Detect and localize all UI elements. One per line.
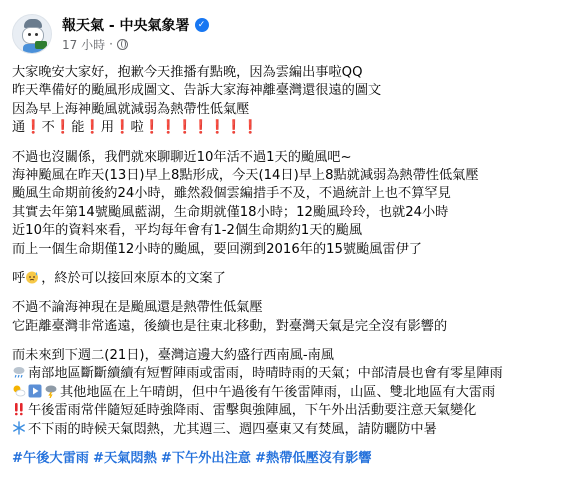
text-char: 不 <box>41 120 55 136</box>
forecast-item <box>12 365 554 383</box>
exclamation-icon: ❗ <box>84 120 101 136</box>
paragraph-1 <box>12 64 554 138</box>
text-segment: ，終於可以接回來原本的文案了 <box>41 270 226 286</box>
text-line: 其實去年第14號颱風藍湖，生命期就僅18小時；12颱風玲玲，也就24小時 <box>12 204 449 220</box>
post-header <box>12 10 564 58</box>
sweat-emoji-icon <box>25 270 39 284</box>
public-globe-icon <box>117 39 128 50</box>
paragraph-4 <box>12 299 554 336</box>
forecast-item <box>12 402 554 420</box>
forecast-item <box>12 384 554 402</box>
post-meta <box>62 15 209 53</box>
paragraph-2 <box>12 149 554 259</box>
text-char: 通 <box>12 120 26 136</box>
forecast-text: 其他地區在上午晴朗，但中午過後有午後雷陣雨，山區、雙北地區有大雷雨 <box>60 384 496 400</box>
text-line: 而未來到下週二(21日)，臺灣這邊大約盛行西南風-南風 <box>12 348 334 364</box>
exclamation-icon: ❗ <box>209 120 226 136</box>
rain-cloud-icon <box>12 365 26 379</box>
paragraph-3 <box>12 270 554 288</box>
text-line: 不過不論海神現在是颱風還是熱帶性低氣壓 <box>12 300 263 316</box>
hashtag-list <box>12 450 554 468</box>
hashtag-link[interactable]: #下午外出注意 <box>160 451 251 467</box>
hashtag-link[interactable]: #午後大雷雨 <box>12 451 89 467</box>
post-time[interactable]: 17 小時 <box>62 37 106 52</box>
forecast-text: 午後雷雨常伴隨短延時強降雨、雷擊與強陣風，下午外出活動要注意天氣變化 <box>28 403 477 419</box>
hashtag-link[interactable]: #天氣悶熱 <box>93 451 157 467</box>
warning-icon <box>12 402 26 416</box>
text-line: 因為早上海神颱風就減弱為熱帶性低氣壓 <box>12 101 250 117</box>
exclamation-icon: ❗ <box>143 120 161 136</box>
exclamation-icon: ❗ <box>25 120 42 136</box>
exclamation-icon: ❗ <box>242 120 259 136</box>
text-char: 用 <box>100 120 115 136</box>
forecast-text: 不下雨的時候天氣悶熱，尤其週三、週四臺東又有焚風，請防曬防中暑 <box>28 421 437 437</box>
forecast-item <box>12 421 554 439</box>
text-line: 而上一個生命期僅12小時的颱風，要回溯到2016年的15號颱風雷伊了 <box>12 241 422 257</box>
exclamation-line <box>12 119 554 137</box>
snowflake-icon <box>12 421 26 435</box>
separator-dot: · <box>109 37 113 51</box>
avatar[interactable] <box>12 14 52 54</box>
text-line: 颱風生命期前後約24小時，雖然殺個雲編措手不及，不過統計上也不算罕見 <box>12 186 451 202</box>
paragraph-5 <box>12 347 554 439</box>
verified-badge-icon: ✓ <box>195 18 209 32</box>
text-line: 它距離臺灣非常遙遠，後續也是往東北移動，對臺灣天氣是完全沒有影響的 <box>12 318 448 334</box>
hashtag-link[interactable]: #熱帶低壓沒有影響 <box>255 451 372 467</box>
text-line: 海神颱風在昨天(13日)早上8點形成，今天(14日)早上8點就減弱為熱帶性低氣壓 <box>12 167 479 183</box>
post-content <box>12 64 564 468</box>
exclamation-icon: ❗ <box>192 120 210 136</box>
text-char: 啦 <box>130 120 144 136</box>
text-char: 能 <box>71 120 85 136</box>
exclamation-icon: ❗ <box>160 120 177 136</box>
play-icon <box>28 384 42 398</box>
text-line: 昨天準備好的颱風形成圖文、告訴大家海神離臺灣還很遠的圖文 <box>12 83 382 99</box>
page-name[interactable]: 報天氣 - 中央氣象署 <box>62 18 190 34</box>
text-line: 不過也沒關係，我們就來聊聊近10年活不過1天的颱風吧~ <box>12 149 352 165</box>
text-line: 近10年的資料來看，平均每年會有1-2個生命期約1天的颱風 <box>12 223 363 239</box>
exclamation-icon: ❗ <box>54 120 72 136</box>
storm-cloud-icon <box>44 384 58 398</box>
exclamation-icon: ❗ <box>114 120 131 136</box>
exclamation-icon: ❗ <box>225 120 243 136</box>
text-segment: 呼 <box>12 270 26 286</box>
text-line: 大家晚安大家好，抱歉今天推播有點晚，因為雲編出事啦QQ <box>12 65 363 80</box>
sun-cloud-icon <box>12 384 26 398</box>
forecast-text: 南部地區斷斷續續有短暫陣雨或雷雨，時晴時雨的天氣；中部清晨也會有零星陣雨 <box>28 366 503 382</box>
exclamation-icon: ❗ <box>176 120 193 136</box>
